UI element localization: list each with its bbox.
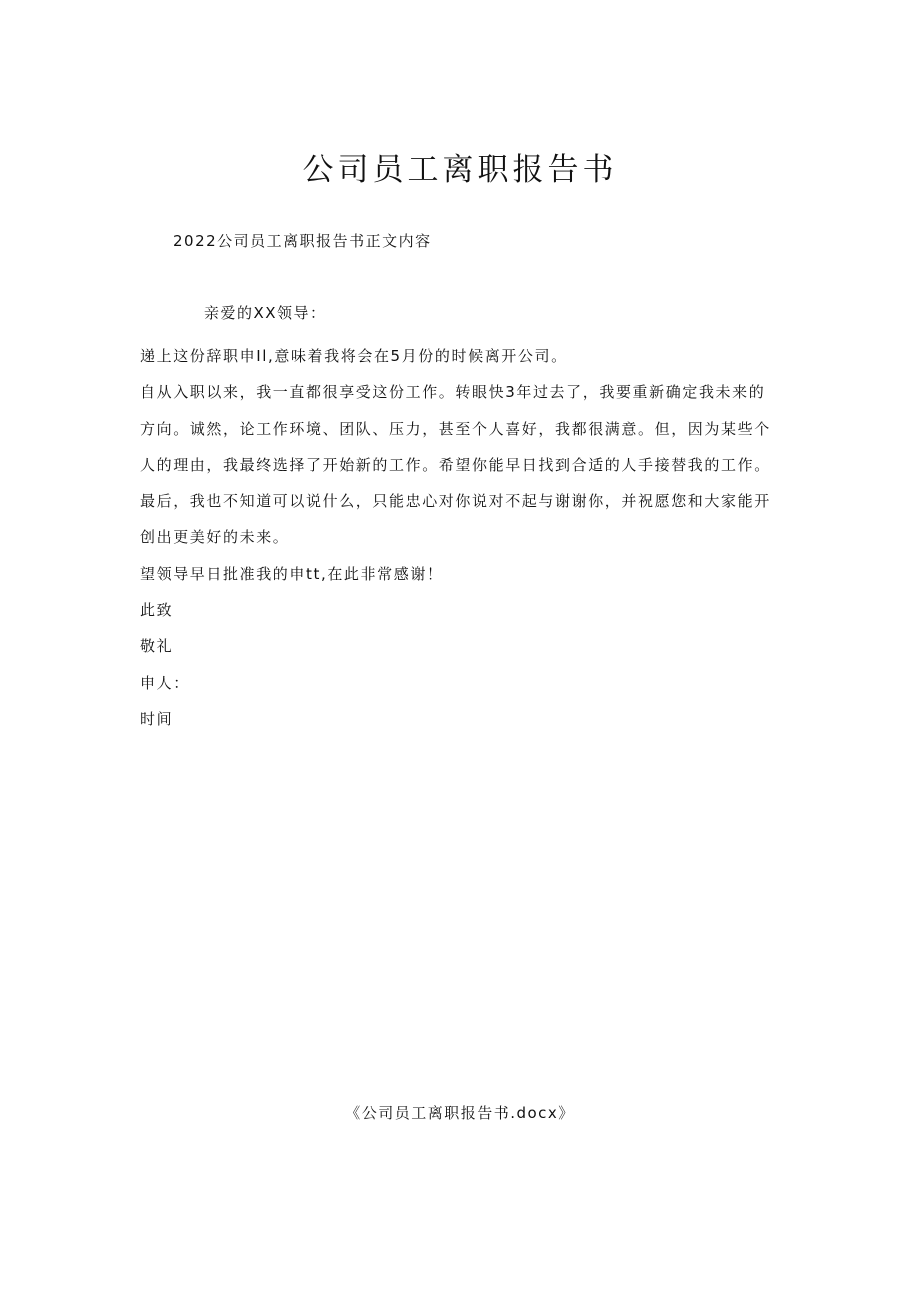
closing-line-1: 此致 bbox=[140, 601, 174, 620]
document-footer-filename: 《公司员工离职报告书.docx》 bbox=[345, 1104, 575, 1122]
salutation: 亲爱的XX领导： bbox=[204, 304, 327, 322]
paragraph-request: 望领导早日批准我的申tt,在此非常感谢！ bbox=[140, 564, 444, 583]
signature-date: 时间 bbox=[140, 709, 174, 728]
paragraph-reason: 自从入职以来，我一直都很享受这份工作。转眼快3年过去了，我要重新确定我未来的方向。诚然，论工作环境、团队、压力，甚至个人喜好，我都很满意。但，因为某些个人的理由，我最终选择了开始新的工作。希望你能早日找到合适的人手接替我的工作。 bbox=[140, 383, 771, 474]
document-subtitle: 2022公司员工离职报告书正文内容 bbox=[173, 232, 432, 250]
letter-body bbox=[140, 338, 772, 737]
paragraph-notice: 递上这份辞职申Il,意味着我将会在5月份的时候离开公司。 bbox=[140, 347, 568, 365]
paragraph-thanks: 最后，我也不知道可以说什么，只能忠心对你说对不起与谢谢你，并祝愿您和大家能开创出更美好的未来。 bbox=[140, 492, 771, 547]
closing-line-2: 敬礼 bbox=[140, 637, 174, 656]
signature-applicant: 申人： bbox=[140, 673, 190, 692]
document-title: 公司员工离职报告书 bbox=[302, 152, 618, 188]
